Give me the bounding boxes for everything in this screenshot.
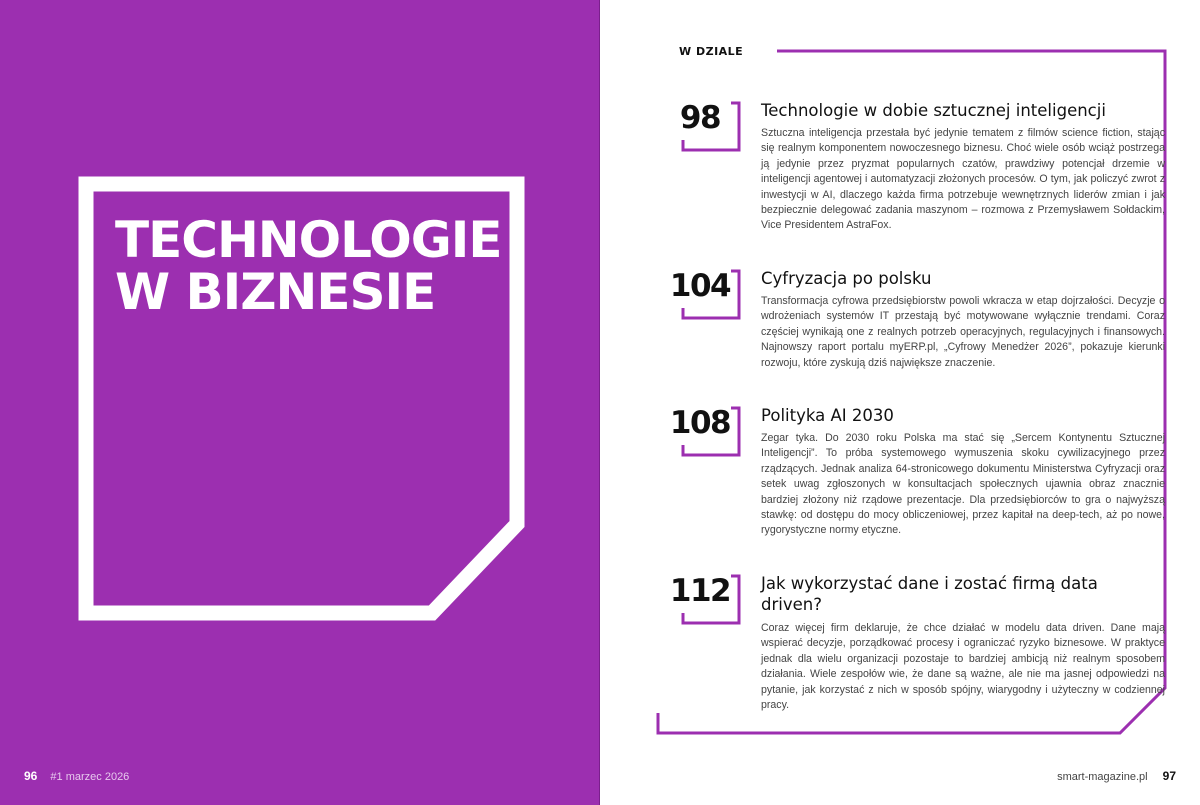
toc-entry-summary: Sztuczna inteligencja przestała być jedynie tematem z filmów science fiction, stając się realnym komponentem nowoczesnego biznesu. Choć wiele osób wciąż postrzega ją jedynie przez pryzmat popularnych czatów, prawdziwy potencjał drzemie w inteligencji agentowej i automatyzacji złożonych procesów. O tym, jak policzyć zwrot z inwestycji w AI, dlaczego każda firma potrzebuje wewnętrznych liderów zmian i jak bezpiecznie delegować zadania maszynom – rozmowa z Przemysławem Sołdackim, Vice Presidentem AstraFox. <box>761 127 1165 232</box>
page-number-left: 96 <box>24 769 38 783</box>
toc-page-number: 112 <box>669 573 731 609</box>
right-page <box>601 0 1200 805</box>
folio-left <box>24 769 129 783</box>
toc-entry-summary: Coraz więcej firm deklaruje, że chce działać w modelu data driven. Dane mają wspierać decyzje, porządkować procesy i ograniczać ryzyko biznesowe. W praktyce jednak dla wielu organizacji pozostaje to bardziej ambicją niż realnym sposobem działania. Wiele zespołów wie, że dane są ważne, ale nie ma jasnej odpowiedzi na pytanie, jak korzystać z nich w sposób spójny, wiarygodny i użyteczny w codziennej pracy. <box>761 622 1165 712</box>
issue-label: #1 marzec 2026 <box>50 771 130 783</box>
section-title-line-2: W BIZNESIE <box>115 263 436 321</box>
toc-entry[interactable] <box>661 573 1171 718</box>
page-number-right: 97 <box>1162 769 1176 783</box>
toc-entry-title[interactable]: Cyfryzacja po polsku <box>761 269 932 288</box>
website-label[interactable]: smart-magazine.pl <box>1057 771 1148 783</box>
folio-right <box>1057 769 1176 783</box>
section-title-line-1: TECHNOLOGIE <box>115 211 502 269</box>
toc-entry[interactable] <box>661 268 1171 388</box>
toc-entry-title[interactable]: Polityka AI 2030 <box>761 406 894 425</box>
toc-page-number: 104 <box>669 268 731 304</box>
toc-entry-title[interactable]: Technologie w dobie sztucznej inteligencji <box>761 101 1106 120</box>
toc-entry[interactable] <box>661 405 1171 555</box>
toc-entry-title[interactable]: Jak wykorzystać dane i zostać firmą data driven? <box>761 574 1098 614</box>
toc-entry-summary: Transformacja cyfrowa przedsiębiorstw powoli wkracza w etap dojrzałości. Decyzje o wdrożeniach systemów IT przestają być motywowane wyłącznie trendami. Coraz częściej wynikają one z realnych potrzeb operacyjnych, regulacyjnych i finansowych. Najnowszy raport portalu myERP.pl, „Cyfrowy Menedżer 2026”, pokazuje kierunki rozwoju, które zyskują dziś największe znaczenie. <box>761 295 1165 369</box>
section-label: W DZIALE <box>679 45 744 58</box>
toc-entry-summary: Zegar tyka. Do 2030 roku Polska ma stać się „Sercem Kontynentu Sztucznej Inteligencji”. To próba systemowego wymuszenia skoku cywilizacyjnego przez rządzących. Jednak analiza 64-stronicowego dokumentu Ministerstwa Cyfryzacji oraz setek uwag zgłoszonych w konsultacjach społecznych ujawnia obraz znacznie bardziej złożony niż rządowe prezentacje. Dla przedsiębiorców to gra o najwyższą stawkę: od dostępu do mocy obliczeniowej, przez kapitał na deep-tech, aż po nowe, rygorystyczne normy etyczne. <box>761 432 1165 537</box>
toc-page-number: 108 <box>669 405 731 441</box>
toc-page-number: 98 <box>679 100 721 136</box>
section-title <box>115 211 502 321</box>
toc-entry[interactable] <box>661 100 1171 250</box>
